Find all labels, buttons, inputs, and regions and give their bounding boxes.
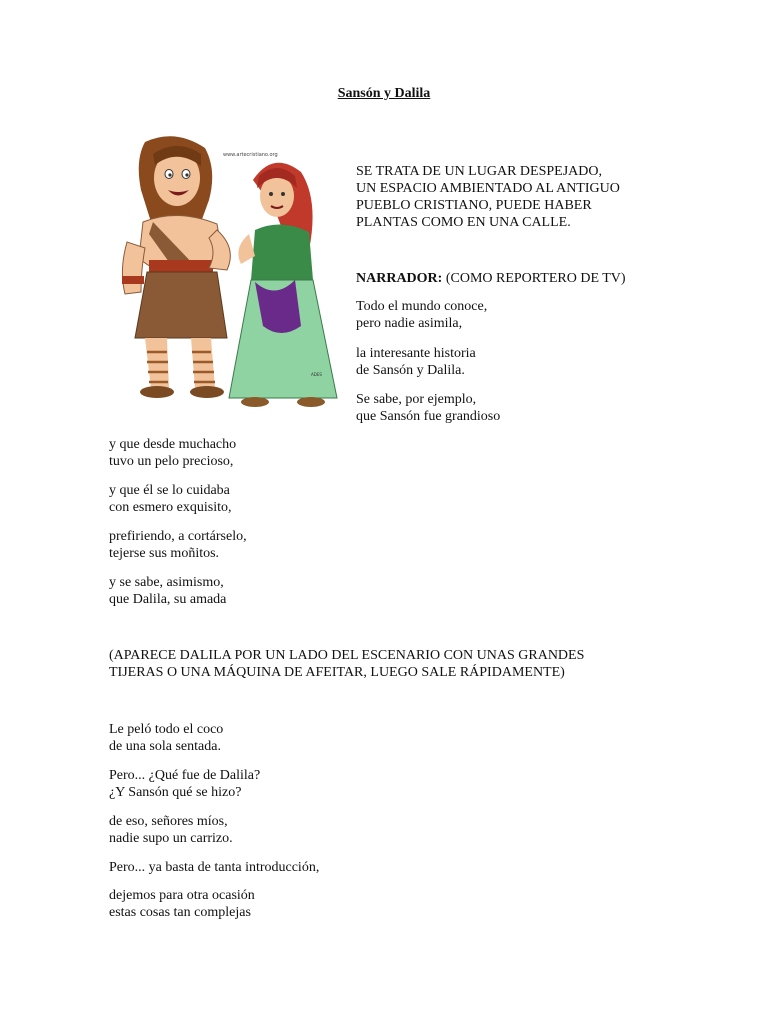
verse-line: con esmero exquisito, xyxy=(109,500,232,515)
samson-delilah-illustration xyxy=(105,130,345,425)
verse-line: y que desde muchacho xyxy=(109,437,237,452)
setting-line: PLANTAS COMO EN UNA CALLE. xyxy=(356,215,571,230)
verse-line: de una sola sentada. xyxy=(109,739,221,754)
verse-line: Pero... ¿Qué fue de Dalila? xyxy=(109,768,261,783)
verse-line: Se sabe, por ejemplo, xyxy=(356,392,477,407)
verse-line: de eso, señores míos, xyxy=(109,814,228,829)
narrator-note: (COMO REPORTERO DE TV) xyxy=(445,271,626,286)
stage-direction-line: TIJERAS O UNA MÁQUINA DE AFEITAR, LUEGO SALE RÁPIDAMENTE) xyxy=(109,665,565,680)
verse-line: que Sansón fue grandioso xyxy=(356,409,501,424)
verse-line: y se sabe, asimismo, xyxy=(109,575,224,590)
setting-line: UN ESPACIO AMBIENTADO AL ANTIGUO xyxy=(356,181,620,196)
verse-line: Todo el mundo conoce, xyxy=(356,299,488,314)
verse-line: Pero... ya basta de tanta introducción, xyxy=(109,860,320,875)
verse-line: prefiriendo, a cortárselo, xyxy=(109,529,247,544)
verse-line: dejemos para otra ocasión xyxy=(109,888,255,903)
verse-line: estas cosas tan complejas xyxy=(109,905,251,920)
verse-line: de Sansón y Dalila. xyxy=(356,363,465,378)
verse-line: la interesante historia xyxy=(356,346,476,361)
verse-line: Le peló todo el coco xyxy=(109,722,224,737)
verse-line: nadie supo un carrizo. xyxy=(109,831,233,846)
narrator-heading xyxy=(356,270,626,287)
verse-line: tejerse sus moñitos. xyxy=(109,546,220,561)
stage-direction-line: (APARECE DALILA POR UN LADO DEL ESCENARIO CON UNAS GRANDES xyxy=(109,648,585,663)
verse-line: pero nadie asimila, xyxy=(356,316,463,331)
watermark-text: www.artecristiano.org xyxy=(223,152,278,158)
narrator-label: NARRADOR: xyxy=(356,271,443,286)
verse-line: y que él se lo cuidaba xyxy=(109,483,230,498)
verse-line: que Dalila, su amada xyxy=(109,592,227,607)
verse-line: tuvo un pelo precioso, xyxy=(109,454,234,469)
verse-line: ¿Y Sansón qué se hizo? xyxy=(109,785,242,800)
page-title: Sansón y Dalila xyxy=(337,86,431,101)
setting-line: PUEBLO CRISTIANO, PUEDE HABER xyxy=(356,198,592,213)
signature-text: ADES xyxy=(311,372,322,377)
setting-line: SE TRATA DE UN LUGAR DESPEJADO, xyxy=(356,164,602,179)
